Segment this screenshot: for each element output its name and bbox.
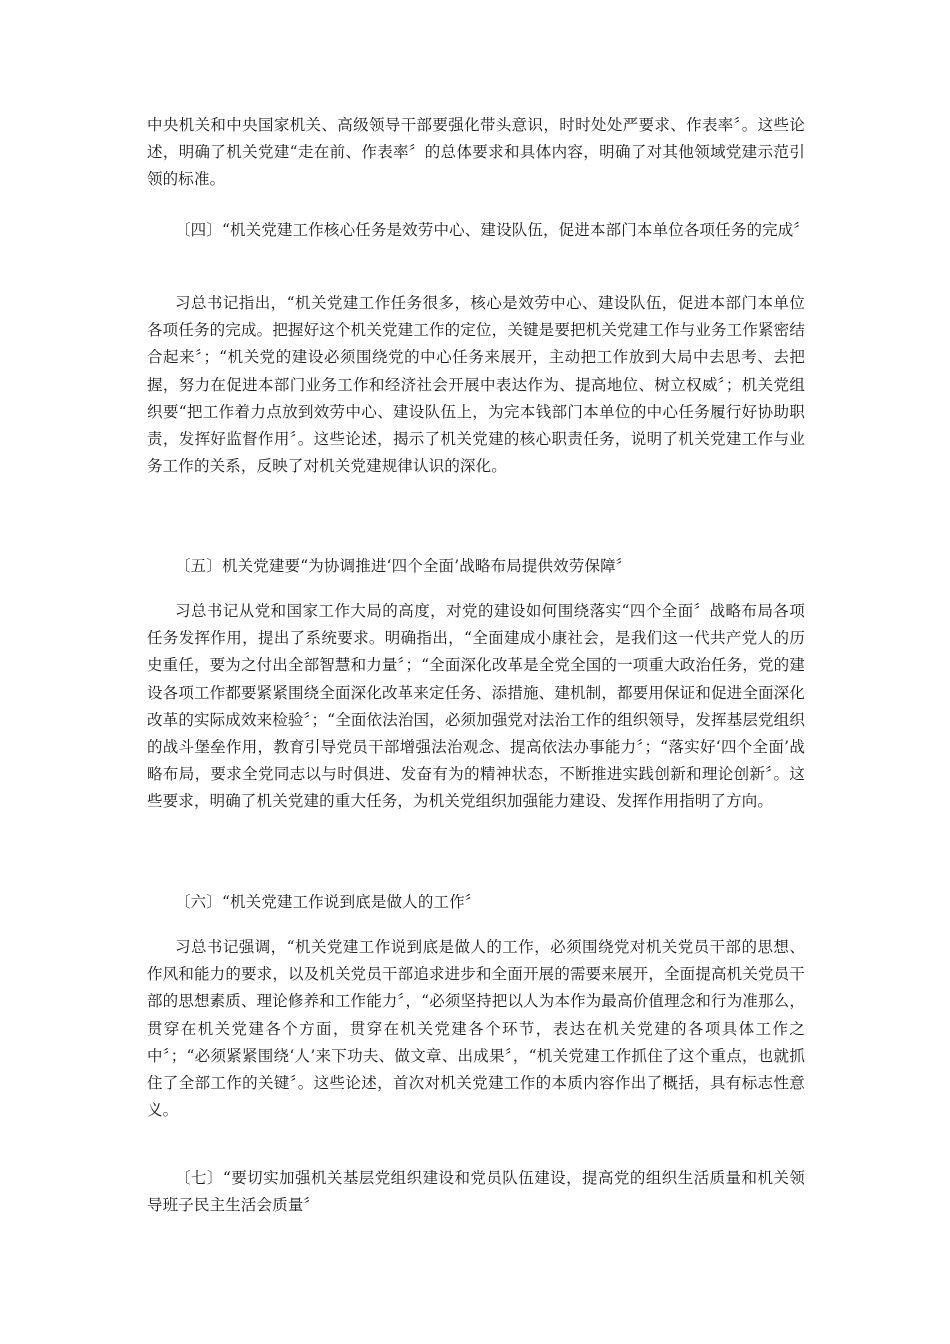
section-heading-5: 〔五〕机关党建要“为协调推进‘四个全面’战略布局提供效劳保障〞 xyxy=(175,557,632,575)
paragraph-intro-continued: 中央机关和中央国家机关、高级领导干部要强化带头意识，时时处处严要求、作表率〞。这些论述，明确了机关党建“走在前、作表率〞的总体要求和具体内容，明确了对其他领域党建示范引领的标准。 xyxy=(147,116,805,189)
section-heading-6: 〔六〕“机关党建工作说到底是做人的工作〞 xyxy=(175,893,481,911)
paragraph-section-5-body: 习总书记从党和国家工作大局的高度，对党的建设如何围绕落实“四个全面〞战略布局各项任务发挥作用，提出了系统要求。明确指出，“全面建成小康社会，是我们这一代共产党人的历史重任，要为之付出全部智慧和力量〞；“全面深化改革是全党全国的一项重大政治任务，党的建设各项工作都要紧紧围绕全面深化改革来定任务、添措施、建机制，都要用保证和促进全面深化改革的实际成效来检验〞；“全面依法治国，必须加强党对法治工作的组织领导，发挥基层党组织的战斗堡垒作用，教育引导党员干部增强法治观念、提高依法办事能力〞；“落实好‘四个全面’战略布局，要求全党同志以与时俱进、发奋有为的精神状态，不断推进实践创新和理论创新〞。这些要求，明确了机关党建的重大任务，为机关党组织加强能力建设、发挥作用指明了方向。 xyxy=(147,602,805,811)
paragraph-section-4-body: 习总书记指出，“机关党建工作任务很多，核心是效劳中心、建设队伍，促进本部门本单位各项任务的完成。把握好这个机关党建工作的定位，关键是要把机关党建工作与业务工作紧密结合起来〞；“机关党的建设必须围绕党的中心任务来展开，主动把工作放到大局中去思考、去把握，努力在促进本部门业务工作和经济社会开展中表达作为、提高地位、树立权威〞；机关党组织要“把工作着力点放到效劳中心、建设队伍上，为完本钱部门本单位的中心任务履行好协助职责，发挥好监督作用〞。这些论述，揭示了机关党建的核心职责任务，说明了机关党建工作与业务工作的关系，反映了对机关党建规律认识的深化。 xyxy=(147,294,805,476)
paragraph-section-6-body: 习总书记强调，“机关党建工作说到底是做人的工作，必须围绕党对机关党员干部的思想、作风和能力的要求，以及机关党员干部追求进步和全面开展的需要来展开，全面提高机关党员干部的思想素质、理论修养和工作能力〞，“必须坚持把以人为本作为最高价值理念和行为准那么，贯穿在机关党建各个方面，贯穿在机关党建各个环节，表达在机关党建的各项具体工作之中〞；“必须紧紧围绕‘人’来下功夫、做文章、出成果〞，“机关党建工作抓住了这个重点，也就抓住了全部工作的关键〞。这些论述，首次对机关党建工作的本质内容作出了概括，具有标志性意义。 xyxy=(147,938,805,1120)
section-heading-4: 〔四〕“机关党建工作核心任务是效劳中心、建设队伍，促进本部门本单位各项任务的完成〞 xyxy=(175,221,810,239)
section-heading-7: 〔七〕“要切实加强机关基层党组织建设和党员队伍建设，提高党的组织生活质量和机关领导班子民主生活会质量〞 xyxy=(147,1169,805,1215)
